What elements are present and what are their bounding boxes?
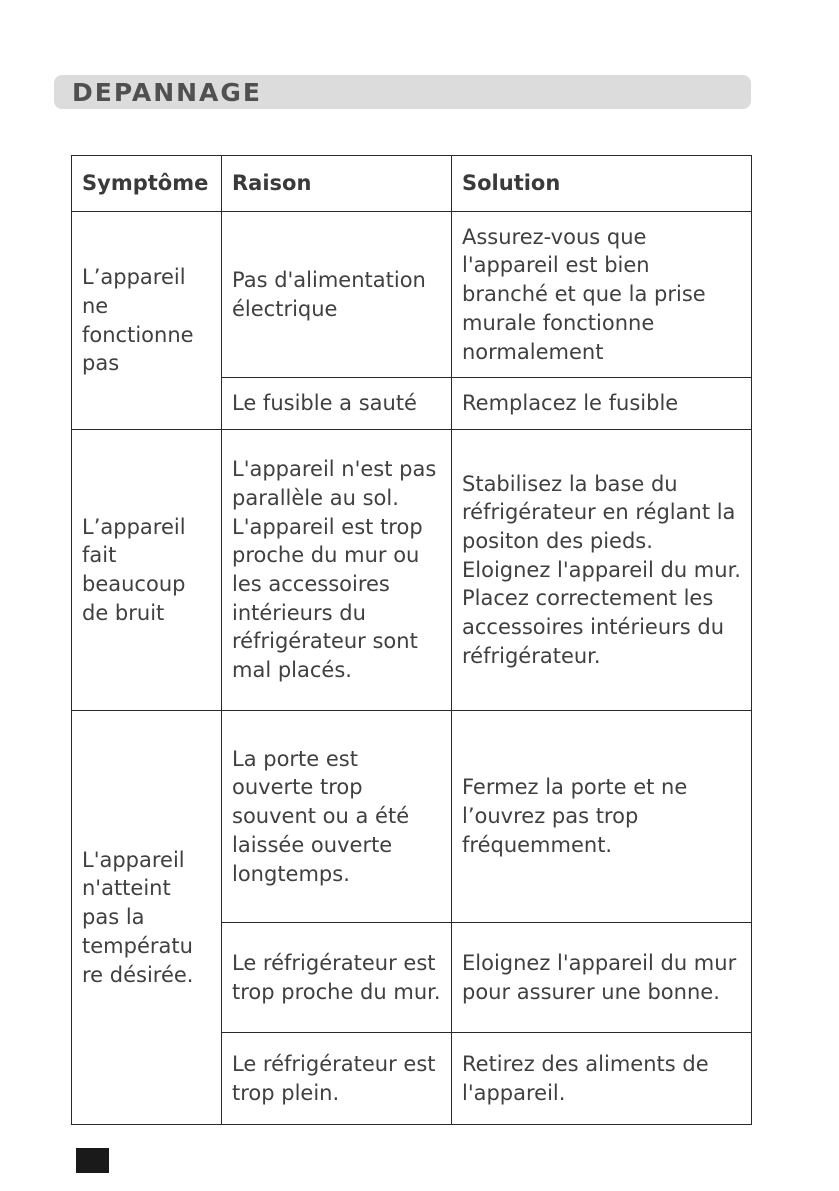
section-title-bar xyxy=(54,75,751,109)
table-row xyxy=(72,430,752,711)
header-reason: Raison xyxy=(222,156,452,212)
symptom-cell: L’appareil ne fonctionne pas xyxy=(72,212,222,430)
header-solution: Solution xyxy=(452,156,752,212)
solution-cell: Retirez des aliments de l'appareil. xyxy=(452,1033,752,1125)
troubleshooting-table xyxy=(71,155,752,1125)
table-row xyxy=(72,212,752,378)
solution-cell: Remplacez le fusible xyxy=(452,378,752,430)
solution-cell: Fermez la porte et ne l’ouvrez pas trop fréquemment. xyxy=(452,711,752,923)
page-marker-block xyxy=(76,1148,109,1173)
header-symptom: Symptôme xyxy=(72,156,222,212)
table-header-row xyxy=(72,156,752,212)
solution-cell: Stabilisez la base du réfrigérateur en réglant la positon des pieds. Eloignez l'appareil du mur. Placez correctement les accessoires intérieurs du réfrigérateur. xyxy=(452,430,752,711)
reason-cell: Le réfrigérateur est trop proche du mur. xyxy=(222,923,452,1033)
symptom-cell: L'appareil n'atteint pas la températu re désirée. xyxy=(72,711,222,1125)
symptom-cell: L’appareil fait beaucoup de bruit xyxy=(72,430,222,711)
table-row xyxy=(72,711,752,923)
reason-cell: L'appareil n'est pas parallèle au sol. L'appareil est trop proche du mur ou les accessoires intérieurs du réfrigérateur sont mal placés. xyxy=(222,430,452,711)
reason-cell: Le fusible a sauté xyxy=(222,378,452,430)
solution-cell: Assurez-vous que l'appareil est bien branché et que la prise murale fonctionne normalement xyxy=(452,212,752,378)
page-title: DEPANNAGE xyxy=(72,78,262,107)
reason-cell: Le réfrigérateur est trop plein. xyxy=(222,1033,452,1125)
reason-cell: Pas d'alimentation électrique xyxy=(222,212,452,378)
solution-cell: Eloignez l'appareil du mur pour assurer une bonne. xyxy=(452,923,752,1033)
reason-cell: La porte est ouverte trop souvent ou a été laissée ouverte longtemps. xyxy=(222,711,452,923)
